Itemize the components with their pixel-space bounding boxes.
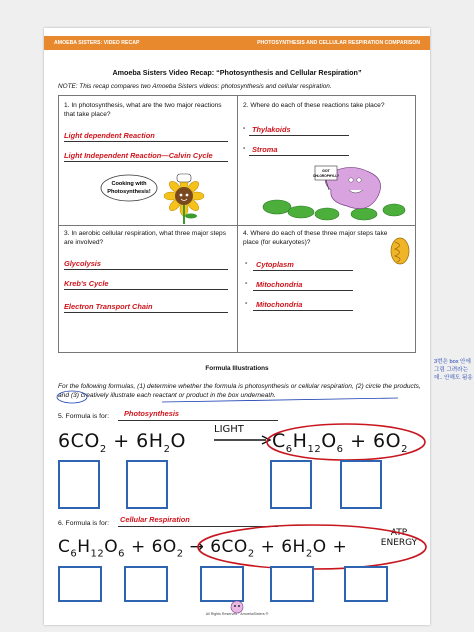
illustration-box-6-1[interactable] <box>58 566 102 602</box>
energy-label: ENERGY <box>380 538 418 548</box>
q4-dash-1: - <box>245 260 248 267</box>
products-circle-5 <box>264 421 430 463</box>
question-1: 1. In photosynthesis, what are the two major reactions that take place? <box>64 102 222 118</box>
formula-instructions: For the following formulas, (1) determine whether the formula is photosynthesis or cellular respiration, (2) circle the products, and (3) creatively illustrate each reactant or product in the box underneath. <box>58 383 421 400</box>
q4-line-1 <box>253 270 353 271</box>
q1-answer-2: Light Independent Reaction—Calvin Cycle <box>64 151 213 160</box>
formula-5-answer: Photosynthesis <box>124 409 180 418</box>
q3-line-1 <box>64 269 228 270</box>
q4-answer-2: Mitochondria <box>256 280 303 289</box>
q4-answer-1: Cytoplasm <box>256 260 294 269</box>
q3-line-2 <box>64 289 228 290</box>
header-banner <box>44 36 430 50</box>
mitochondria-cartoon <box>389 236 411 266</box>
question-2: 2. Where do each of these reactions take place? <box>243 102 385 109</box>
atp-label: ATP <box>390 528 408 538</box>
q3-line-3 <box>64 312 228 313</box>
q2-answer-2: Stroma <box>252 145 278 154</box>
illustration-box-6-4[interactable] <box>270 566 314 602</box>
circle-word-highlight <box>54 390 90 404</box>
light-label: LIGHT <box>214 424 244 435</box>
formula-6-equation: $C_6H_{12}O_6 + 6O_2 \to 6CO_2 + 6H_2O$ + <box>58 537 348 560</box>
formula-5-reactants: $6CO_2 + 6H_2O$ <box>58 430 186 455</box>
illustration-box-5-4[interactable] <box>340 460 382 509</box>
illustration-box-5-1[interactable] <box>58 460 100 509</box>
q4-dash-2: - <box>245 280 248 287</box>
illustration-box-6-3[interactable] <box>200 566 244 602</box>
footer-copyright: All Rights Reserved · AmoebaSisters ® <box>205 612 269 616</box>
q4-line-2 <box>253 290 353 291</box>
header-left: AMOEBA SISTERS: VIDEO RECAP <box>54 40 140 46</box>
q2-dash-2: - <box>243 145 246 152</box>
q4-answer-3: Mitochondria <box>256 300 303 309</box>
document-title: Amoeba Sisters Video Recap: “Photosynthesis and Cellular Respiration” <box>112 68 362 77</box>
q2-line-1 <box>249 135 349 136</box>
svg-text:CHLOROPHYLL?: CHLOROPHYLL? <box>312 174 340 178</box>
illustration-box-5-3[interactable] <box>270 460 312 509</box>
illustration-box-5-2[interactable] <box>126 460 168 509</box>
note-text: NOTE: This recap compares two Amoeba Sisters videos: photosynthesis and cellular respiration. <box>58 83 332 90</box>
header-right: PHOTOSYNTHESIS AND CELLULAR RESPIRATION COMPARISON <box>257 40 420 46</box>
q1-line-1 <box>64 141 228 142</box>
margin-note: 3번은 box 안에 그림 그려라는데.. 안해도 됨옹 <box>434 359 473 381</box>
illustration-box-6-5[interactable] <box>344 566 388 602</box>
formula-6-label: 6. Formula is for: <box>58 520 109 527</box>
q3-answer-1: Glycolysis <box>64 259 101 268</box>
q2-dash-1: - <box>243 125 246 132</box>
formula-5-line <box>118 420 278 421</box>
q3-answer-3: Electron Transport Chain <box>64 302 153 311</box>
q1-line-2 <box>64 161 228 162</box>
formula-5-products: $C_6H_{12}O_6 + 6O_2$ <box>272 430 408 455</box>
cartoon-caption-line1: Cooking with <box>111 181 147 187</box>
question-4: 4. Where do each of these three major steps take place (for eukaryotes)? <box>243 230 388 246</box>
q2-answer-1: Thylakoids <box>252 125 291 134</box>
chef-sunflower-cartoon <box>99 168 219 224</box>
q1-answer-1: Light dependent Reaction <box>64 131 155 140</box>
question-grid <box>58 95 416 353</box>
illustration-box-6-2[interactable] <box>124 566 168 602</box>
formula-5-label: 5. Formula is for: <box>58 413 109 420</box>
grid-horizontal-divider <box>58 225 416 226</box>
q4-dash-3: - <box>245 300 248 307</box>
question-3: 3. In aerobic cellular respiration, what three major steps are involved? <box>64 230 226 246</box>
q4-line-3 <box>253 310 353 311</box>
cartoon-caption-line2: Photosynthesis! <box>107 189 151 195</box>
q2-line-2 <box>249 155 349 156</box>
formula-section-title: Formula Illustrations <box>205 365 269 372</box>
formula-6-answer: Cellular Respiration <box>120 515 190 524</box>
reaction-arrow <box>212 434 272 446</box>
grid-vertical-divider <box>237 95 238 353</box>
instruction-underline <box>162 395 402 405</box>
chloroplast-amoeba-cartoon <box>259 162 409 222</box>
q3-answer-2: Kreb's Cycle <box>64 279 109 288</box>
svg-text:GOT: GOT <box>322 169 330 173</box>
worksheet-page <box>44 28 430 625</box>
